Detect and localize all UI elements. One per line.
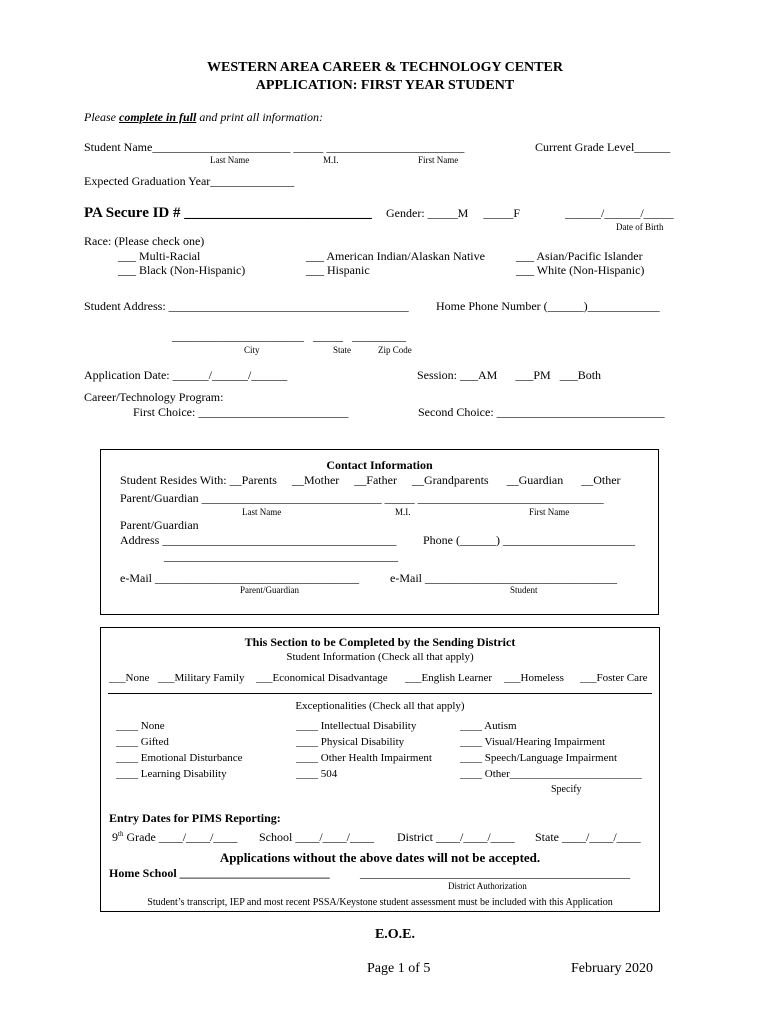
first-name-caption: First Name	[418, 155, 459, 165]
race-label: Race: (Please check one)	[84, 234, 205, 248]
dob-field[interactable]: ______/______/_____	[565, 206, 674, 220]
race-black[interactable]: ___ Black (Non-Hispanic)	[118, 263, 246, 277]
home-school-field[interactable]: Home School _________________________	[109, 866, 330, 880]
race-hispanic[interactable]: ___ Hispanic	[306, 263, 370, 277]
contact-information-title: Contact Information	[326, 458, 433, 472]
city-caption: City	[244, 345, 260, 355]
pa-secure-id-field[interactable]: PA Secure ID # _________________________	[84, 205, 372, 221]
school-date-field[interactable]: School ____/____/____	[259, 830, 375, 844]
state-date-field[interactable]: State ____/____/____	[535, 830, 641, 844]
guardian-phone-field[interactable]: Phone (______) ______________________	[423, 533, 635, 547]
ex-intellectual-checkbox[interactable]: ____ Intellectual Disability	[296, 720, 417, 732]
student-email-field[interactable]: e-Mail ________________________________	[390, 571, 617, 585]
info-military-checkbox[interactable]: ___Military Family	[158, 672, 245, 684]
race-asian[interactable]: ___ Asian/Pacific Islander	[516, 249, 643, 263]
ex-emotional-checkbox[interactable]: ____ Emotional Disturbance	[116, 752, 243, 764]
ex-learning-checkbox[interactable]: ____ Learning Disability	[116, 768, 227, 780]
ex-none-checkbox[interactable]: ____ None	[116, 720, 165, 732]
ex-autism-checkbox[interactable]: ____ Autism	[460, 720, 517, 732]
guardian-first-name-caption: First Name	[529, 507, 570, 517]
mi-caption: M.I.	[323, 155, 339, 165]
ex-speech-checkbox[interactable]: ____ Speech/Language Impairment	[460, 752, 618, 764]
guardian-email-caption: Parent/Guardian	[240, 585, 299, 595]
program-label: Career/Technology Program:	[84, 390, 224, 404]
first-choice-field[interactable]: First Choice: _________________________	[133, 405, 349, 419]
student-name-field[interactable]: Student Name_______________________ _____ _______________________	[84, 140, 465, 154]
dob-caption: Date of Birth	[616, 222, 664, 232]
section-divider	[108, 693, 652, 694]
ex-other-health-checkbox[interactable]: ____ Other Health Impairment	[296, 752, 432, 764]
transcript-note: Student’s transcript, IEP and most recent PSSA/Keystone student assessment must be included with this Application	[147, 897, 613, 908]
guardian-name-field[interactable]: Parent/Guardian ______________________________ _____ _______________________________	[120, 491, 604, 505]
page-number: Page 1 of 5	[367, 961, 431, 976]
info-homeless-checkbox[interactable]: ___Homeless	[504, 672, 564, 684]
form-subtitle: APPLICATION: FIRST YEAR STUDENT	[255, 78, 515, 93]
eoe-text: E.O.E.	[374, 927, 416, 942]
ninth-grade-date-field[interactable]: 9th Grade ____/____/____	[112, 830, 238, 844]
guardian-address-field[interactable]: Address _______________________________________	[120, 533, 397, 547]
instruction-text: Please complete in full and print all information:	[84, 110, 324, 124]
guardian-address-line2[interactable]: _______________________________________	[164, 549, 398, 563]
session-field[interactable]: Session: ___AM ___PM ___Both	[417, 368, 602, 382]
student-email-caption: Student	[510, 585, 538, 595]
race-multi-racial[interactable]: ___ Multi-Racial	[118, 249, 201, 263]
last-name-caption: Last Name	[210, 155, 250, 165]
student-address-field[interactable]: Student Address: ________________________________________	[84, 299, 409, 313]
application-date-field[interactable]: Application Date: ______/______/______	[84, 368, 288, 382]
ex-visual-checkbox[interactable]: ____ Visual/Hearing Impairment	[460, 736, 606, 748]
student-info-label: Student Information (Check all that apply)	[286, 651, 474, 663]
exceptionalities-label: Exceptionalities (Check all that apply)	[295, 700, 465, 712]
second-choice-field[interactable]: Second Choice: ____________________________	[418, 405, 665, 419]
gender-field[interactable]: Gender: _____M _____F	[386, 206, 520, 220]
grade-level-field[interactable]: Current Grade Level______	[535, 140, 671, 154]
form-title: WESTERN AREA CAREER & TECHNOLOGY CENTER	[207, 60, 563, 75]
guardian-mi-caption: M.I.	[395, 507, 411, 517]
dates-warning: Applications without the above dates will not be accepted.	[219, 850, 541, 865]
resides-with-field[interactable]: Student Resides With: __Parents __Mother __Father __Grandparents __Guardian __Other	[120, 473, 621, 487]
race-white[interactable]: ___ White (Non-Hispanic)	[516, 263, 645, 277]
zip-caption: Zip Code	[378, 345, 412, 355]
city-state-zip-field[interactable]: ______________________ _____ _________	[172, 329, 406, 343]
ex-504-checkbox[interactable]: ____ 504	[296, 768, 338, 780]
specify-caption: Specify	[551, 784, 582, 795]
state-caption: State	[333, 345, 351, 355]
info-economical-checkbox[interactable]: ___Economical Disadvantage	[256, 672, 388, 684]
ex-other-field[interactable]: ____ Other________________________	[460, 768, 642, 780]
district-date-field[interactable]: District ____/____/____	[397, 830, 515, 844]
district-authorization-caption: District Authorization	[448, 881, 527, 891]
info-foster-checkbox[interactable]: ___Foster Care	[580, 672, 648, 684]
info-english-checkbox[interactable]: ___English Learner	[405, 672, 493, 684]
ex-physical-checkbox[interactable]: ____ Physical Disability	[296, 736, 405, 748]
entry-dates-title: Entry Dates for PIMS Reporting:	[109, 811, 281, 825]
ex-gifted-checkbox[interactable]: ____ Gifted	[116, 736, 169, 748]
graduation-year-field[interactable]: Expected Graduation Year______________	[84, 174, 295, 188]
info-none-checkbox[interactable]: ___None	[109, 672, 150, 684]
guardian-last-name-caption: Last Name	[242, 507, 282, 517]
race-american-indian[interactable]: ___ American Indian/Alaskan Native	[306, 249, 485, 263]
district-authorization-field[interactable]: _____________________________________________	[360, 866, 630, 880]
sending-district-title: This Section to be Completed by the Sending District	[244, 635, 516, 649]
revision-date: February 2020	[571, 961, 654, 976]
guardian-address-label: Parent/Guardian	[120, 518, 199, 532]
guardian-email-field[interactable]: e-Mail __________________________________	[120, 571, 359, 585]
home-phone-field[interactable]: Home Phone Number (______)____________	[436, 299, 660, 313]
